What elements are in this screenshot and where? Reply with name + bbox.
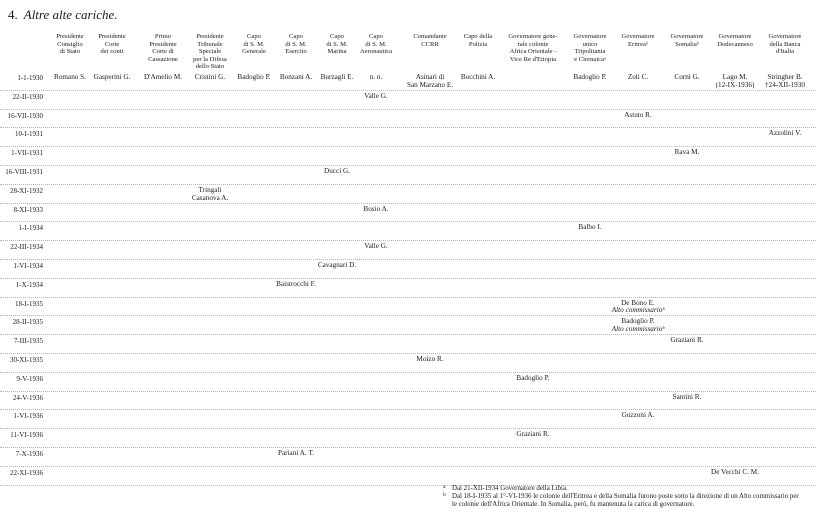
column-header-line: dei conti: [100, 48, 124, 56]
table-cell: [363, 206, 388, 214]
table-cell: [769, 130, 801, 138]
column-header-line: Capo: [247, 33, 261, 40]
column-header-capo_sm_mar: [326, 33, 347, 56]
table-row: [0, 72, 816, 91]
column-header-line: Presidente: [149, 40, 177, 48]
column-header-line: Aeronautica: [359, 48, 393, 56]
footnotes: [443, 485, 803, 509]
row-date: 18-I-1935: [15, 299, 43, 308]
table-row: [0, 128, 816, 147]
row-date: 1-VI-1936: [13, 412, 43, 421]
table-cell: [622, 412, 655, 420]
cell-text: D'Amelio M.: [143, 73, 183, 81]
column-header-line: unico: [582, 40, 598, 48]
column-header-gov_libia: [574, 33, 607, 63]
column-header-line: Comandante: [413, 33, 447, 40]
cell-text-line2: †24-XII-1930: [765, 80, 805, 89]
cell-text: Graziani R.: [516, 430, 550, 439]
cell-text: Azzolini V.: [768, 129, 802, 138]
cell-text: Guzzoni A.: [621, 411, 655, 420]
column-header-line: CCRR: [421, 40, 439, 48]
table-row: [0, 222, 816, 241]
footnote-b: [443, 493, 803, 509]
table-row: [0, 166, 816, 185]
column-header-line: Polizia: [468, 40, 488, 48]
table-cell: [321, 74, 354, 82]
column-header-line: Somaliaᵇ: [675, 40, 699, 48]
table-cell: [407, 74, 453, 90]
table-cell: [192, 187, 228, 203]
column-header-line: Presidente: [56, 33, 84, 40]
cell-text: Ducci G.: [324, 166, 350, 175]
column-header-line: Governatore: [621, 33, 655, 40]
table-row: [0, 147, 816, 166]
cell-text-line2: (12-IX-1936): [715, 80, 755, 89]
column-header-line: Dodecanneso: [717, 40, 753, 48]
column-header-line: Corte: [104, 40, 120, 48]
table-cell: [278, 450, 314, 458]
row-date: 16-VII-1930: [7, 111, 43, 120]
cell-text: n. n.: [369, 73, 383, 81]
footnote-text: Dal 18-I-1935 al 1°-VI-1936 le colonie dell'Eritrea e della Somalia furono poste sotto la direzione di un Alto commissario per le colonie dell'Africa Orientale. In Somalia, però, fu mantenuta la carica di governatore.: [452, 493, 799, 508]
column-header-gov_somalia: [671, 33, 704, 48]
row-date: 22-XI-1936: [9, 468, 43, 477]
section-number: 4.: [8, 7, 18, 22]
cell-role-note: Alto commissarioᵇ: [611, 306, 665, 315]
table-row: [0, 91, 816, 110]
cell-text: De Bono E.: [621, 298, 655, 307]
table-row: [0, 429, 816, 448]
table-row: [0, 354, 816, 373]
row-date: 22-III-1934: [10, 243, 43, 252]
footnote-a: [443, 485, 803, 493]
cell-role-note: Alto commissarioᵇ: [611, 325, 665, 334]
column-header-capo_sm_aer: [360, 33, 392, 56]
row-date: 16-VIII-1931: [5, 167, 43, 176]
column-header-ccrr: [413, 33, 446, 48]
column-header-line: Governatore: [670, 33, 704, 40]
column-header-pres_stato: [56, 33, 83, 56]
cell-text: Bonzani A.: [279, 73, 313, 81]
cell-text: Romano S.: [54, 73, 86, 81]
table-cell: [716, 74, 755, 90]
row-date: 8-XI-1933: [13, 205, 43, 214]
table-row: [0, 373, 816, 392]
cell-text: Bocchini A.: [460, 73, 496, 81]
column-header-line: Tripolitania: [574, 48, 606, 56]
table-cell: [670, 337, 703, 345]
cell-text: Astuto R.: [624, 110, 652, 119]
table-cell: [370, 74, 383, 82]
cell-text: Badoglio P.: [573, 73, 607, 81]
cell-text: Pariani A. T.: [277, 448, 315, 457]
cell-text: Graziani R.: [670, 336, 704, 345]
row-date: 10-I-1931: [15, 130, 43, 139]
table-row: [0, 392, 816, 411]
table-cell: [765, 74, 805, 90]
table-cell: [237, 74, 270, 82]
row-date: 1-1-1930: [17, 74, 43, 82]
column-header-line: Governatore: [718, 33, 752, 40]
table-cell: [54, 74, 86, 82]
table-cell: [612, 300, 664, 316]
column-header-banca_italia: [769, 33, 802, 56]
row-date: 11-VI-1936: [10, 431, 43, 440]
table-cell: [612, 318, 664, 334]
column-header-line: Marina: [327, 48, 347, 56]
cell-text: Stringher B.: [767, 73, 803, 81]
column-header-line: Cassazione: [148, 55, 178, 63]
row-date: 9-V-1936: [16, 374, 43, 383]
table-row: [0, 467, 816, 486]
column-header-line: Tribunale: [197, 40, 223, 48]
column-header-line: Governatore: [768, 33, 802, 40]
column-header-line: Corte di: [152, 48, 174, 56]
cell-text: Rava M.: [674, 148, 700, 157]
table-cell: [578, 224, 601, 232]
row-date: 22-II-1930: [12, 92, 43, 101]
table-cell: [94, 74, 131, 82]
column-header-line: Capo: [330, 33, 344, 40]
column-header-line: Capo: [289, 33, 303, 40]
table-row: [0, 185, 816, 204]
row-date: 30-XI-1935: [9, 355, 43, 364]
table-row: [0, 448, 816, 467]
table-cell: [674, 74, 699, 82]
column-header-line: rale colonie: [517, 40, 549, 48]
cell-text-line2: Casanova A.: [191, 193, 229, 202]
table-row: [0, 204, 816, 223]
row-date: 24-V-1936: [12, 393, 43, 402]
table-row: [0, 298, 816, 317]
table-cell: [195, 74, 225, 82]
column-header-cassazione: [148, 33, 178, 63]
table-cell: [573, 74, 606, 82]
table-row: [0, 241, 816, 260]
column-header-line: Speciale: [198, 48, 222, 56]
row-date: 1-I-1934: [18, 224, 43, 233]
table-cell: [673, 394, 702, 402]
cell-text: Cavagnari D.: [317, 260, 357, 269]
column-header-line: di Stato: [59, 48, 81, 56]
row-date: 1-X-1934: [15, 280, 43, 289]
column-header-line: Eritreaᵇ: [628, 40, 648, 48]
column-header-line: Capo della: [463, 33, 493, 40]
cell-text: De Vecchi C. M.: [711, 467, 759, 476]
cell-text: Santini R.: [672, 392, 702, 401]
column-header-line: Capo: [369, 33, 383, 40]
table-row: [0, 410, 816, 429]
column-header-line: d'Italia: [775, 48, 795, 56]
column-header-line: di S. M.: [285, 40, 307, 48]
column-header-line: della Banca: [769, 40, 801, 48]
row-date: 7-X-1936: [15, 449, 43, 458]
column-header-line: Presidente: [98, 33, 126, 40]
column-header-line: per la Difesa: [193, 55, 227, 63]
column-header-gov_eritrea: [622, 33, 655, 48]
cell-text: Badoglio P.: [516, 373, 550, 382]
cell-text: Zoli C.: [627, 73, 649, 81]
column-header-capo_sm_gen: [242, 33, 266, 56]
appointments-table: [0, 72, 816, 486]
column-header-line: Vice Re d'Etiopia: [509, 55, 557, 63]
table-cell: [364, 93, 388, 101]
table-row: [0, 279, 816, 298]
table-cell: [461, 74, 495, 82]
column-header-tribunale: [193, 33, 227, 71]
footnote-text: Dal 21-XII-1934 Governatore della Libia.: [452, 485, 568, 492]
cell-text: Cristini G.: [194, 73, 226, 81]
section-title: [8, 7, 118, 23]
cell-text: Badoglio P.: [621, 317, 655, 326]
column-header-gov_aoi: [508, 33, 557, 63]
column-header-pres_corte_conti: [98, 33, 125, 56]
column-header-line: Governatore: [573, 33, 607, 40]
cell-text: Valle G.: [364, 242, 388, 251]
column-header-line: Primo: [154, 33, 172, 40]
table-row: [0, 260, 816, 279]
table-cell: [276, 281, 316, 289]
row-date: 1-VII-1931: [11, 149, 43, 158]
column-header-line: dello Stato: [195, 63, 225, 71]
table-cell: [280, 74, 312, 82]
row-date: 28-II-1935: [12, 318, 43, 327]
table-cell: [364, 243, 388, 251]
table-row: [0, 335, 816, 354]
table-row: [0, 316, 816, 335]
column-header-line: Presidente: [196, 33, 224, 40]
cell-text: Gasperini G.: [93, 73, 131, 81]
cell-text: Asinari di: [415, 73, 445, 81]
column-header-gov_dodecaneso: [717, 33, 753, 48]
cell-text: Burzagli E.: [320, 73, 354, 81]
row-date: 1-VI-1934: [13, 261, 43, 270]
cell-text: Corni G.: [674, 73, 700, 81]
table-cell: [318, 262, 356, 270]
cell-text-line2: San Marzano E.: [406, 80, 454, 89]
table-cell: [324, 168, 350, 176]
cell-text: Balbo I.: [578, 223, 602, 232]
table-cell: [516, 375, 549, 383]
column-header-line: Consiglio: [57, 40, 83, 48]
section-heading: Altre alte cariche.: [23, 7, 118, 22]
column-header-line: di S. M.: [326, 40, 348, 48]
cell-text: Badoglio P.: [237, 73, 271, 81]
column-header-line: e Cirenaicaᵃ: [574, 55, 606, 63]
row-date: 7-III-1935: [13, 337, 43, 346]
footnote-mark: b: [443, 492, 446, 498]
column-header-line: Africa Orientale -: [509, 48, 557, 56]
column-header-line: di S. M.: [243, 40, 265, 48]
column-header-capo_sm_es: [285, 33, 307, 56]
column-header-line: Esercito: [285, 48, 307, 56]
table-cell: [144, 74, 182, 82]
column-header-line: di S. M.: [365, 40, 387, 48]
column-header-line: Generale: [242, 48, 266, 56]
cell-text: Baistrocchi F.: [276, 279, 316, 288]
column-header-polizia: [464, 33, 492, 48]
cell-text: Tringali: [198, 185, 222, 194]
table-cell: [624, 112, 652, 120]
row-date: 28-XI-1932: [9, 186, 43, 195]
table-row: [0, 110, 816, 129]
table-cell: [628, 74, 648, 82]
column-header-line: Governatore gene-: [508, 33, 558, 40]
cell-text: Bosio A.: [363, 204, 389, 213]
table-cell: [711, 469, 759, 477]
cell-text: Moizo R.: [416, 354, 444, 363]
table-cell: [416, 356, 443, 364]
cell-text: Lago M.: [722, 73, 748, 81]
cell-text: Valle G.: [364, 91, 388, 100]
footnote-mark: a: [443, 484, 446, 490]
table-cell: [675, 149, 700, 157]
table-cell: [516, 431, 549, 439]
